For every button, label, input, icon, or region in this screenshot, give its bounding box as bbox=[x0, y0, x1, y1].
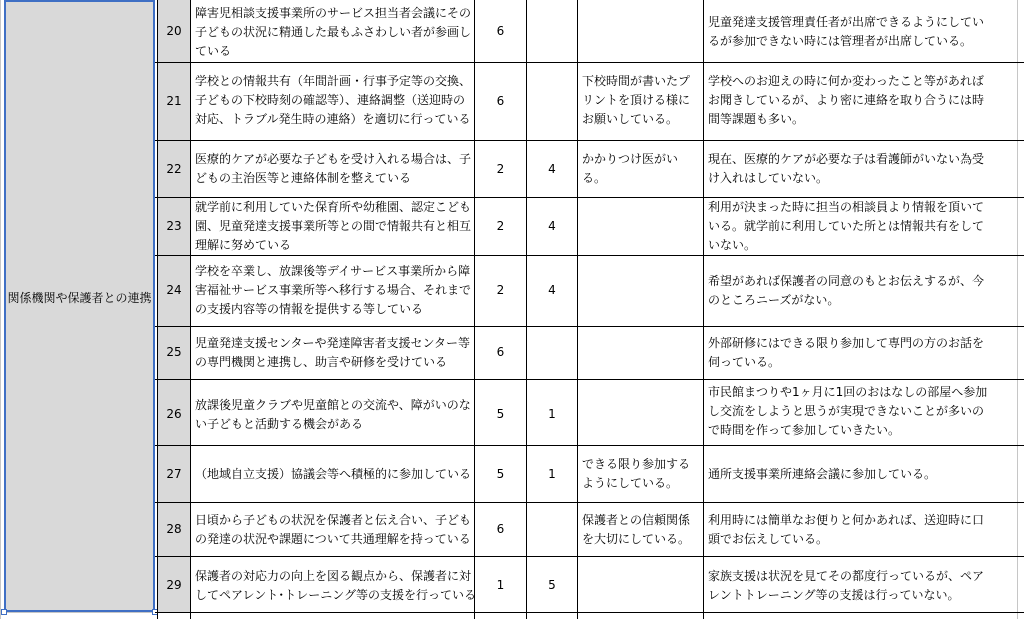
no-count[interactable]: 1 bbox=[548, 407, 556, 421]
yes-count[interactable]: 6 bbox=[496, 345, 505, 359]
border bbox=[155, 612, 1024, 613]
item-text[interactable]: 放課後児童クラブや児童館との交流や、障がいのな い子どもと活動する機会がある bbox=[195, 398, 471, 431]
gridline bbox=[1017, 0, 1018, 619]
no-count[interactable]: 4 bbox=[548, 162, 556, 176]
comment-text[interactable]: 利用が決まった時に担当の相談員より情報を頂いて いる。就学前に利用していた所とは情報共有をして いない。 bbox=[708, 200, 985, 252]
yes-count[interactable]: 6 bbox=[496, 94, 505, 108]
comment-text[interactable]: 児童発達支援管理責任者が出席できるようにしてい るが参加できない時には管理者が出席している。 bbox=[708, 15, 985, 48]
row-number: 22 bbox=[166, 162, 182, 176]
selection-handle[interactable] bbox=[1, 609, 7, 615]
comment-text[interactable]: 家族支援は状況を見てその都度行っているが、ペア レントトレーニング等の支援は行っていない。 bbox=[708, 569, 985, 602]
comment-text[interactable]: 通所支援事業所連絡会議に参加している。 bbox=[708, 467, 937, 481]
comment-text[interactable]: 学校へのお迎えの時に何か変わったこと等があれば お聞きしているが、より密に連絡を取り合うには時 間等課題も多い。 bbox=[708, 74, 985, 126]
border bbox=[155, 379, 1024, 380]
border bbox=[155, 62, 1024, 63]
row-number: 27 bbox=[166, 467, 182, 481]
row-number: 21 bbox=[166, 94, 182, 108]
improvement-text[interactable]: 下校時間が書いたプ リントを頂ける様に お願いしている。 bbox=[582, 74, 691, 126]
comment-text[interactable]: 外部研修にはできる限り参加して専門の方のお話を 伺っている。 bbox=[708, 336, 985, 369]
row-number: 25 bbox=[166, 345, 182, 359]
border bbox=[155, 255, 1024, 256]
comment-text[interactable]: 利用時には簡単なお便りと何かあれば、送迎時に口 頭でお伝えしている。 bbox=[708, 513, 985, 546]
yes-count[interactable]: 2 bbox=[496, 162, 505, 176]
item-text[interactable]: 学校を卒業し、放課後等デイサービス事業所から障 害福祉サービス事業所等へ移行する場合、それまで の支援内容等の情報を提供する等している bbox=[195, 264, 472, 316]
no-count[interactable]: 1 bbox=[548, 467, 556, 481]
row-number: 20 bbox=[166, 24, 182, 38]
improvement-text[interactable]: できる限り参加する ようにしている。 bbox=[582, 457, 691, 490]
yes-count[interactable]: 1 bbox=[496, 578, 505, 592]
item-text[interactable]: （地域自立支援）協議会等へ積極的に参加している bbox=[195, 467, 472, 481]
border bbox=[526, 0, 527, 619]
item-text[interactable]: 児童発達支援センターや発達障害者支援センター等 の専門機関と連携し、助言や研修を受けている bbox=[195, 336, 471, 369]
border bbox=[155, 502, 1024, 503]
no-count[interactable]: 5 bbox=[548, 578, 556, 592]
comment-text[interactable]: 希望があれば保護者の同意のもとお伝えするが、今 のところニーズがない。 bbox=[708, 274, 985, 307]
row-number: 28 bbox=[166, 522, 182, 536]
category-label: 関係機関や保護者との連携 bbox=[7, 291, 152, 305]
improvement-text[interactable]: かかりつけ医がい る。 bbox=[582, 152, 679, 185]
gridline bbox=[0, 0, 1, 619]
improvement-text[interactable]: 保護者との信頼関係 を大切にしている。 bbox=[582, 513, 691, 546]
border bbox=[155, 556, 1024, 557]
no-count[interactable]: 4 bbox=[548, 219, 556, 233]
item-text[interactable]: 保護者の対応力の向上を図る観点から、保護者に対 してペアレント･トレーニング等の支援を行っている bbox=[195, 569, 476, 602]
item-text[interactable]: 就学前に利用していた保育所や幼稚園、認定こども 園、児童発達支援事業所等との間で情報共有と相互 理解に努めている bbox=[195, 200, 472, 252]
item-text[interactable]: 障害児相談支援事業所のサービス担当者会議にその 子どもの状況に精通した最もふさわしい者が参画し ている bbox=[195, 6, 472, 58]
row-number: 29 bbox=[166, 578, 182, 592]
border bbox=[577, 0, 578, 619]
yes-count[interactable]: 5 bbox=[496, 407, 505, 421]
border bbox=[190, 0, 191, 619]
yes-count[interactable]: 6 bbox=[496, 24, 505, 38]
border bbox=[155, 140, 1024, 141]
item-text[interactable]: 学校との情報共有（年間計画・行事予定等の交換、 子どもの下校時刻の確認等）、連絡調整（送迎時の 対応、トラブル発生時の連絡）を適切に行っている bbox=[195, 74, 472, 126]
row-number: 24 bbox=[166, 283, 182, 297]
row-number: 26 bbox=[166, 407, 182, 421]
category-cell[interactable] bbox=[4, 0, 155, 612]
yes-count[interactable]: 6 bbox=[496, 522, 505, 536]
comment-text[interactable]: 市民館まつりや1ヶ月に1回のおはなしの部屋へ参加 し交流をしようと思うが実現できないことが多いの で時間を作って参加していきたい。 bbox=[708, 385, 988, 437]
no-count[interactable]: 4 bbox=[548, 283, 556, 297]
item-text[interactable]: 医療的ケアが必要な子どもを受け入れる場合は、子 どもの主治医等と連絡体制を整えている bbox=[195, 152, 472, 185]
item-text[interactable]: 日頃から子どもの状況を保護者と伝え合い、子ども の発達の状況や課題について共通理解を持っている bbox=[195, 513, 472, 546]
border bbox=[703, 0, 704, 619]
border bbox=[155, 326, 1024, 327]
border bbox=[155, 445, 1024, 446]
yes-count[interactable]: 5 bbox=[496, 467, 505, 481]
comment-text[interactable]: 現在、医療的ケアが必要な子は看護師がいない為受 け入れはしていない。 bbox=[708, 152, 985, 185]
row-number: 23 bbox=[166, 219, 182, 233]
yes-count[interactable]: 2 bbox=[496, 219, 505, 233]
yes-count[interactable]: 2 bbox=[496, 283, 505, 297]
